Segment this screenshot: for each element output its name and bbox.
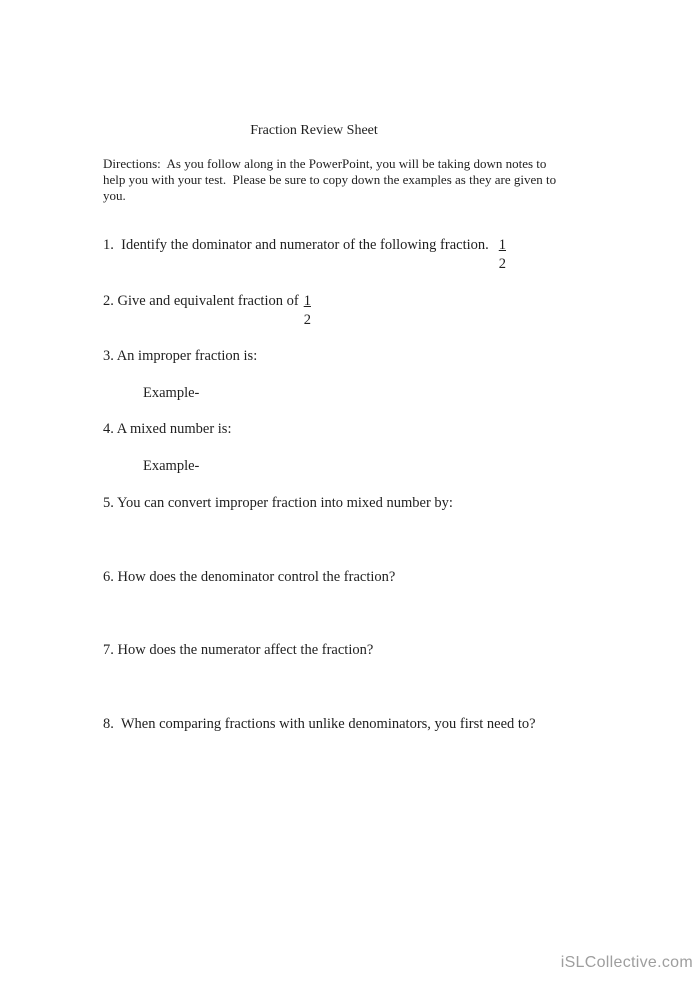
fraction-denominator: 2 (498, 256, 507, 272)
question-2 (103, 292, 312, 330)
question-3 (103, 347, 257, 366)
question-1-text: 1. Identify the dominator and numerator of the following fraction. (103, 237, 489, 253)
question-1 (103, 236, 507, 274)
question-2-text: 2. Give and equivalent fraction of (103, 293, 299, 309)
directions-line: help you with your test. Please be sure to copy down the examples as they are given to (103, 172, 557, 187)
question-8-text: 8. When comparing fractions with unlike denominators, you first need to? (103, 716, 536, 732)
question-7-text: 7. How does the numerator affect the fraction? (103, 642, 374, 658)
question-3-text: 3. An improper fraction is: (103, 348, 258, 364)
question-5 (103, 494, 453, 513)
question-4-text: 4. A mixed number is: (103, 421, 232, 437)
fraction-one-half (498, 236, 507, 274)
fraction-numerator: 1 (498, 237, 507, 253)
question-8 (103, 715, 536, 734)
directions-line: Directions: As you follow along in the PowerPoint, you will be taking down notes to (103, 156, 547, 171)
islcollective-watermark: iSLCollective.com (560, 954, 693, 971)
directions-line: you. (103, 188, 126, 203)
page-title: Fraction Review Sheet (250, 123, 378, 138)
question-7 (103, 641, 373, 660)
question-4-example-label: Example- (143, 458, 200, 474)
question-6-text: 6. How does the denominator control the fraction? (103, 569, 396, 585)
question-3-example-label: Example- (143, 385, 200, 401)
question-5-text: 5. You can convert improper fraction into mixed number by: (103, 495, 453, 511)
question-4 (103, 420, 231, 439)
directions-paragraph (103, 156, 556, 204)
fraction-denominator: 2 (303, 312, 311, 328)
fraction-numerator: 1 (303, 293, 311, 309)
fraction-one-half (303, 292, 312, 330)
question-6 (103, 568, 395, 587)
